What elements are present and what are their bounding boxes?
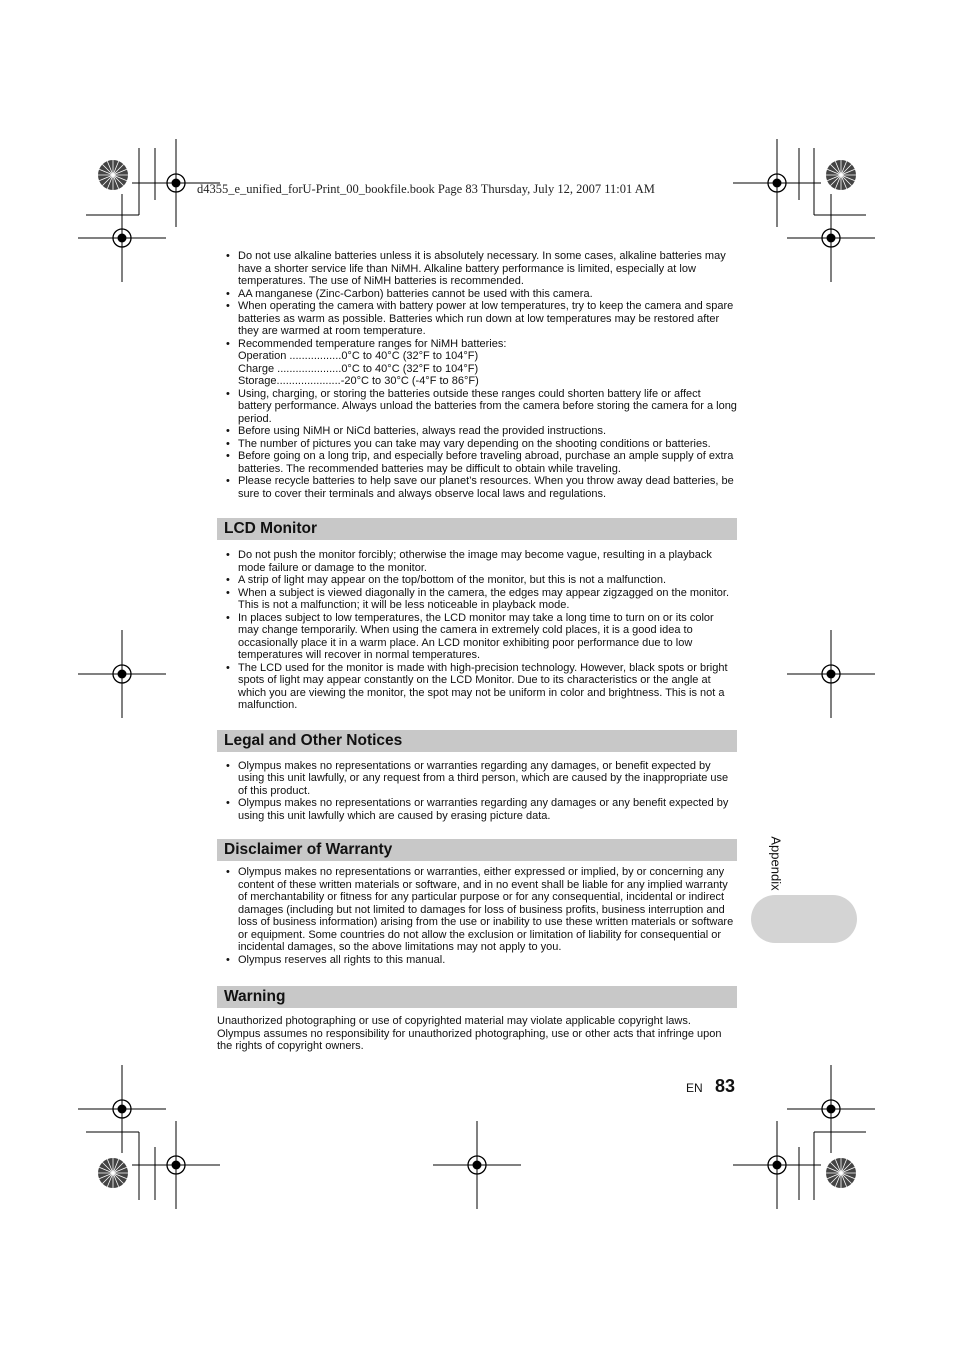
disclaimer-notes-list [217, 866, 737, 966]
list-item: • Olympus makes no representations or warranties regarding any damages, or benefit expected by using this unit lawfully, or any request from a third person, which are caused by the inappropriate use of this product. [217, 760, 737, 798]
section-title-lcd: LCD Monitor [217, 518, 737, 540]
spec-operation: Operation .................0°C to 40°C (32°F to 104°F) [238, 350, 479, 362]
temperature-heading: Recommended temperature ranges for NiMH batteries: [238, 337, 507, 350]
list-item: • Olympus makes no representations or warranties regarding any damages or any benefit expected by using this unit lawfully which are caused by erasing picture data. [217, 797, 737, 822]
language-label: EN [686, 1081, 703, 1095]
warning-text: Unauthorized photographing or use of copyrighted material may violate applicable copyright laws. Olympus assumes no responsibility for unauthorized photographing, use or other acts that infringe upon the rights of copyright owners. [217, 1015, 722, 1052]
list-item [217, 338, 737, 388]
list-item: • Before going on a long trip, and especially before traveling abroad, purchase an ample supply of extra batteries. The recommended batteries may be difficult to obtain while traveling. [217, 450, 737, 475]
list-item: • When a subject is viewed diagonally in the camera, the edges may appear zigzagged on the monitor. This is not a malfunction; it will be less noticeable in playback mode. [217, 587, 737, 612]
appendix-side-label: Appendix [768, 836, 784, 891]
list-item: • Do not use alkaline batteries unless it is absolutely necessary. In some cases, alkaline batteries may have a shorter service life than NiMH. Alkaline battery performance is limited, especially at low temperatures. The use of NiMH batteries is recommended. [217, 250, 737, 288]
appendix-tab-marker [751, 895, 857, 943]
battery-notes-list [217, 250, 737, 500]
section-title-warning: Warning [217, 986, 737, 1008]
list-item: • Do not push the monitor forcibly; otherwise the image may become vague, resulting in a playback mode failure or damage to the monitor. [217, 549, 737, 574]
print-file-info: d4355_e_unified_forU-Print_00_bookfile.book Page 83 Thursday, July 12, 2007 11:01 AM [197, 182, 655, 196]
list-item: • A strip of light may appear on the top/bottom of the monitor, but this is not a malfunction. [217, 574, 737, 587]
legal-notes-list [217, 760, 737, 823]
page-number: 83 [715, 1076, 736, 1096]
list-item: • AA manganese (Zinc-Carbon) batteries cannot be used with this camera. [217, 288, 737, 301]
list-item: • Olympus makes no representations or warranties, either expressed or implied, by or concerning any content of these written materials or software, and in no event shall be liable for any implied warranty of merchantability or fitness for any particular purpose or for any consequential, incidental or indirect damages (including but not limited to damages for loss of business profits, business interruption and loss of business information) arising from the use or inability to use these written materials or software or equipment. Some countries do not allow the exclusion or limitation of liability for consequential or incidental damages, so the above limitations may not apply to you. [217, 866, 737, 954]
list-item: • The LCD used for the monitor is made with high-precision technology. However, black spots or bright spots of light may appear constantly on the LCD Monitor. Due to its characteristics or the angle at which you are viewing the monitor, the spot may not be uniform in color and brightness. This is not a malfunction. [217, 662, 737, 712]
list-item: • Before using NiMH or NiCd batteries, always read the provided instructions. [217, 425, 737, 438]
list-item: • Olympus reserves all rights to this manual. [217, 954, 737, 967]
page-content [217, 250, 737, 1053]
list-item: • Using, charging, or storing the batteries outside these ranges could shorten battery life or affect battery performance. Always unload the batteries from the camera before storing the camera for a long period. [217, 388, 737, 426]
list-item: • Please recycle batteries to help save our planet’s resources. When you throw away dead batteries, be sure to cover their terminals and always observe local laws and regulations. [217, 475, 737, 500]
lcd-notes-list [217, 549, 737, 712]
list-item: • In places subject to low temperatures, the LCD monitor may take a long time to turn on or its color may change temporarily. When using the camera in extremely cold places, it is a good idea to occasionally place it in a warm place. An LCD monitor exhibiting poor performance due to low temperatures will recover in normal temperatures. [217, 612, 737, 662]
spec-charge: Charge .....................0°C to 40°C (32°F to 104°F) [238, 362, 479, 375]
spec-storage: Storage.....................-20°C to 30°C (-4°F to 86°F) [238, 375, 479, 387]
list-item: • The number of pictures you can take may vary depending on the shooting conditions or batteries. [217, 438, 737, 451]
section-title-legal: Legal and Other Notices [217, 730, 737, 752]
section-title-disclaimer: Disclaimer of Warranty [217, 839, 737, 861]
list-item: • When operating the camera with battery power at low temperatures, try to keep the camera and spare batteries as warm as possible. Batteries which run down at low temperatures may be restored after they are warmed at room temperature. [217, 300, 737, 338]
